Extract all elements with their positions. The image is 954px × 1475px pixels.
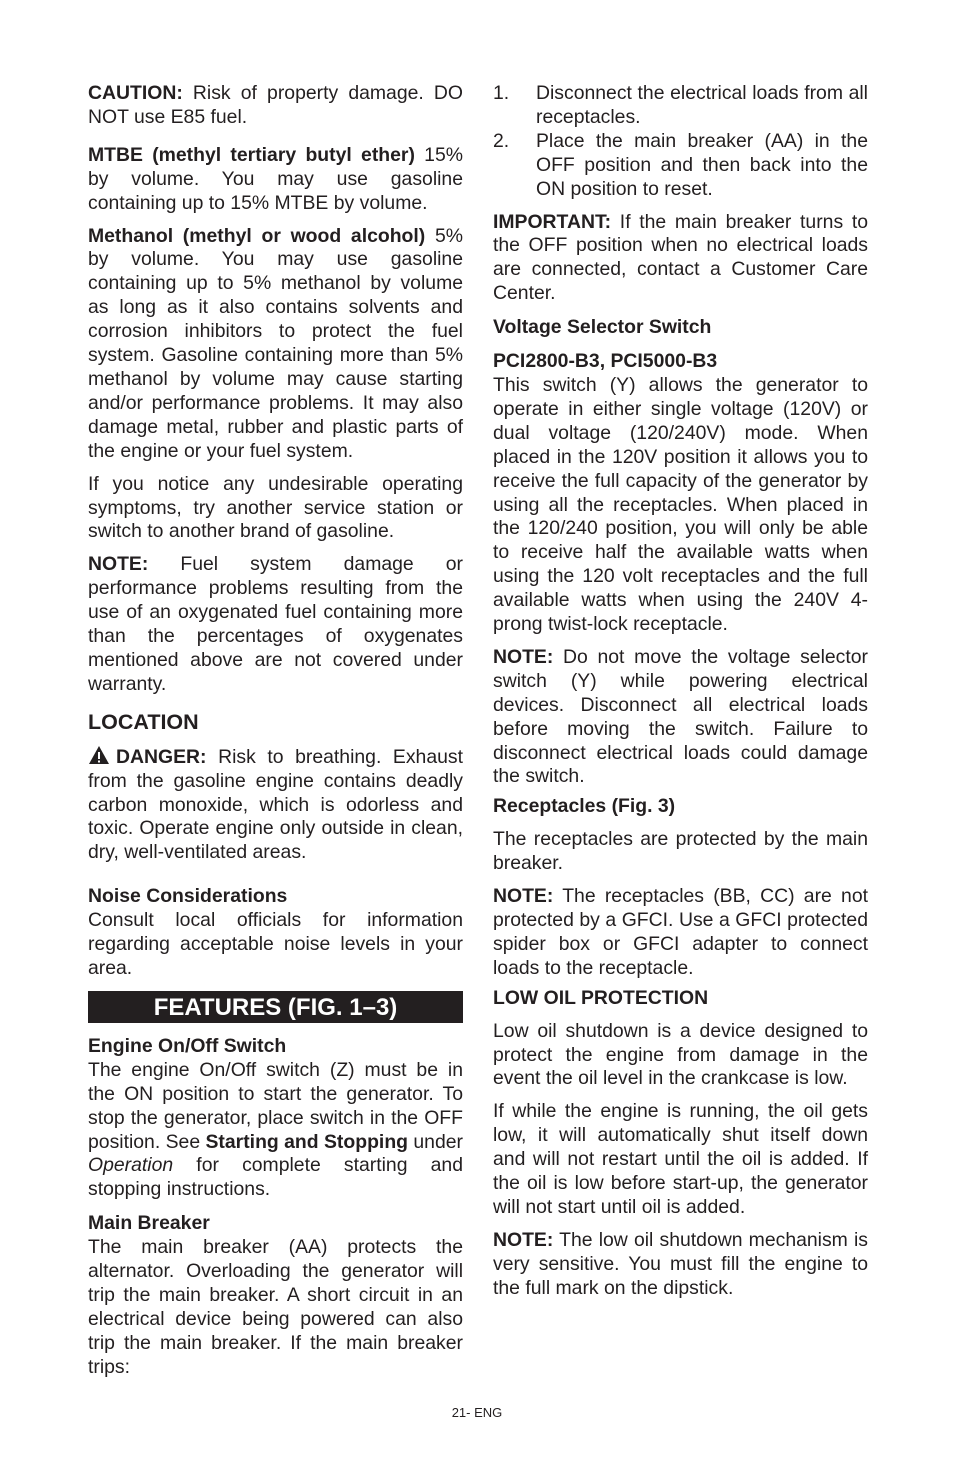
voltage-selector-heading: Voltage Selector Switch [493, 316, 712, 339]
features-heading-bar: FEATURES (FIG. 1–3) [88, 991, 463, 1023]
fuel-note-paragraph: NOTE: Fuel system damage or performance problems resulting from the use of an oxygenated fuel containing more than the percentages of oxygenates mentioned above are not covered under warranty. [88, 553, 463, 695]
reset-steps-list [493, 82, 868, 202]
page-number: 21- ENG [451, 1405, 503, 1420]
left-column [88, 82, 463, 1380]
voltage-note-paragraph: NOTE: Do not move the voltage selector switch (Y) while powering electrical devices. Disconnect all electrical loads before moving the switch. Failure to disconnect electrical loads could damage the switch. [493, 645, 868, 788]
receptacles-heading: Receptacles (Fig. 3) [493, 795, 676, 818]
right-column [493, 82, 868, 1301]
receptacles-paragraph: The receptacles are protected by the main breaker. [493, 828, 868, 875]
engine-switch-heading: Engine On/Off Switch [88, 1034, 287, 1057]
symptoms-paragraph: If you notice any undesirable operating symptoms, try another service station or switch to another brand of gasoline. [88, 472, 463, 543]
danger-paragraph: DANGER: Risk to breathing. Exhaust from the gasoline engine contains deadly carbon monoxide, which is odorless and toxic. Operate engine only outside in clean, dry, well-ventilated areas. [88, 745, 463, 864]
low-oil-note-paragraph: NOTE: The low oil shutdown mechanism is very sensitive. You must fill the engine to the full mark on the dipstick. [493, 1228, 868, 1299]
main-breaker-paragraph: The main breaker (AA) protects the alternator. Overloading the generator will trip the main breaker. A short circuit in an electrical device being powered can also trip the main breaker. If the main breaker trips: [88, 1236, 463, 1378]
important-paragraph: IMPORTANT: If the main breaker turns to the OFF position when no electrical loads are connected, contact a Customer Care Center. [493, 210, 868, 305]
voltage-selector-paragraph: This switch (Y) allows the generator to operate in either single voltage (120V) or dual voltage (120/240V) mode. When placed in the 120V position it allows you to receive the full capacity of the generator by using all the receptacles. When placed in the 120/240 position, you will only be able to receive half the available watts when using the 120 volt receptacles and the full available watts when using the 240V 4-prong twist-lock receptacle. [493, 373, 868, 636]
low-oil-paragraph-1: Low oil shutdown is a device designed to protect the engine from damage in the event the oil level in the crankcase is low. [493, 1019, 868, 1090]
low-oil-paragraph-2: If while the engine is running, the oil gets low, it will automatically shut itself down and will not restart until the oil is added. If the oil is low before start-up, the generator will not start until oil is added. [493, 1100, 868, 1218]
noise-heading: Noise Considerations [88, 885, 288, 908]
noise-paragraph: Consult local officials for information regarding acceptable noise levels in your area. [88, 909, 463, 979]
list-item: 1. Disconnect the electrical loads from all receptacles. [493, 82, 868, 128]
location-heading: LOCATION [88, 709, 199, 734]
list-item: 2. Place the main breaker (AA) in the OFF position and then back into the ON position to reset. [493, 129, 868, 200]
receptacles-note-paragraph: NOTE: The receptacles (BB, CC) are not protected by a GFCI. Use a GFCI protected spider box or GFCI adapter to connect loads to the receptacle. [493, 885, 868, 979]
models-heading: PCI2800-B3, PCI5000-B3 [493, 350, 718, 373]
main-breaker-heading: Main Breaker [88, 1212, 210, 1235]
mtbe-paragraph: MTBE (methyl tertiary butyl ether) 15% by volume. You may use gasoline containing up to 15% MTBE by volume. [88, 143, 463, 214]
caution-paragraph: CAUTION: Risk of property damage. DO NOT use E85 fuel. [88, 82, 463, 128]
low-oil-heading: LOW OIL PROTECTION [493, 986, 709, 1009]
methanol-paragraph: Methanol (methyl or wood alcohol) 5% by volume. You may use gasoline containing up to 5% methanol by volume as long as it also contains solvents and corrosion inhibitors to protect the fuel system. Gasoline containing more than 5% methanol by volume may cause starting and/or performance problems. It may also damage metal, rubber and plastic parts of the engine or your fuel system. [88, 224, 463, 462]
engine-switch-paragraph: The engine On/Off switch (Z) must be in the ON position to start the generator. To stop the generator, place switch in the OFF position. See Starting and Stopping under Operation for complete starting and stopping instructions. [88, 1058, 463, 1201]
warning-triangle-icon [88, 745, 110, 765]
